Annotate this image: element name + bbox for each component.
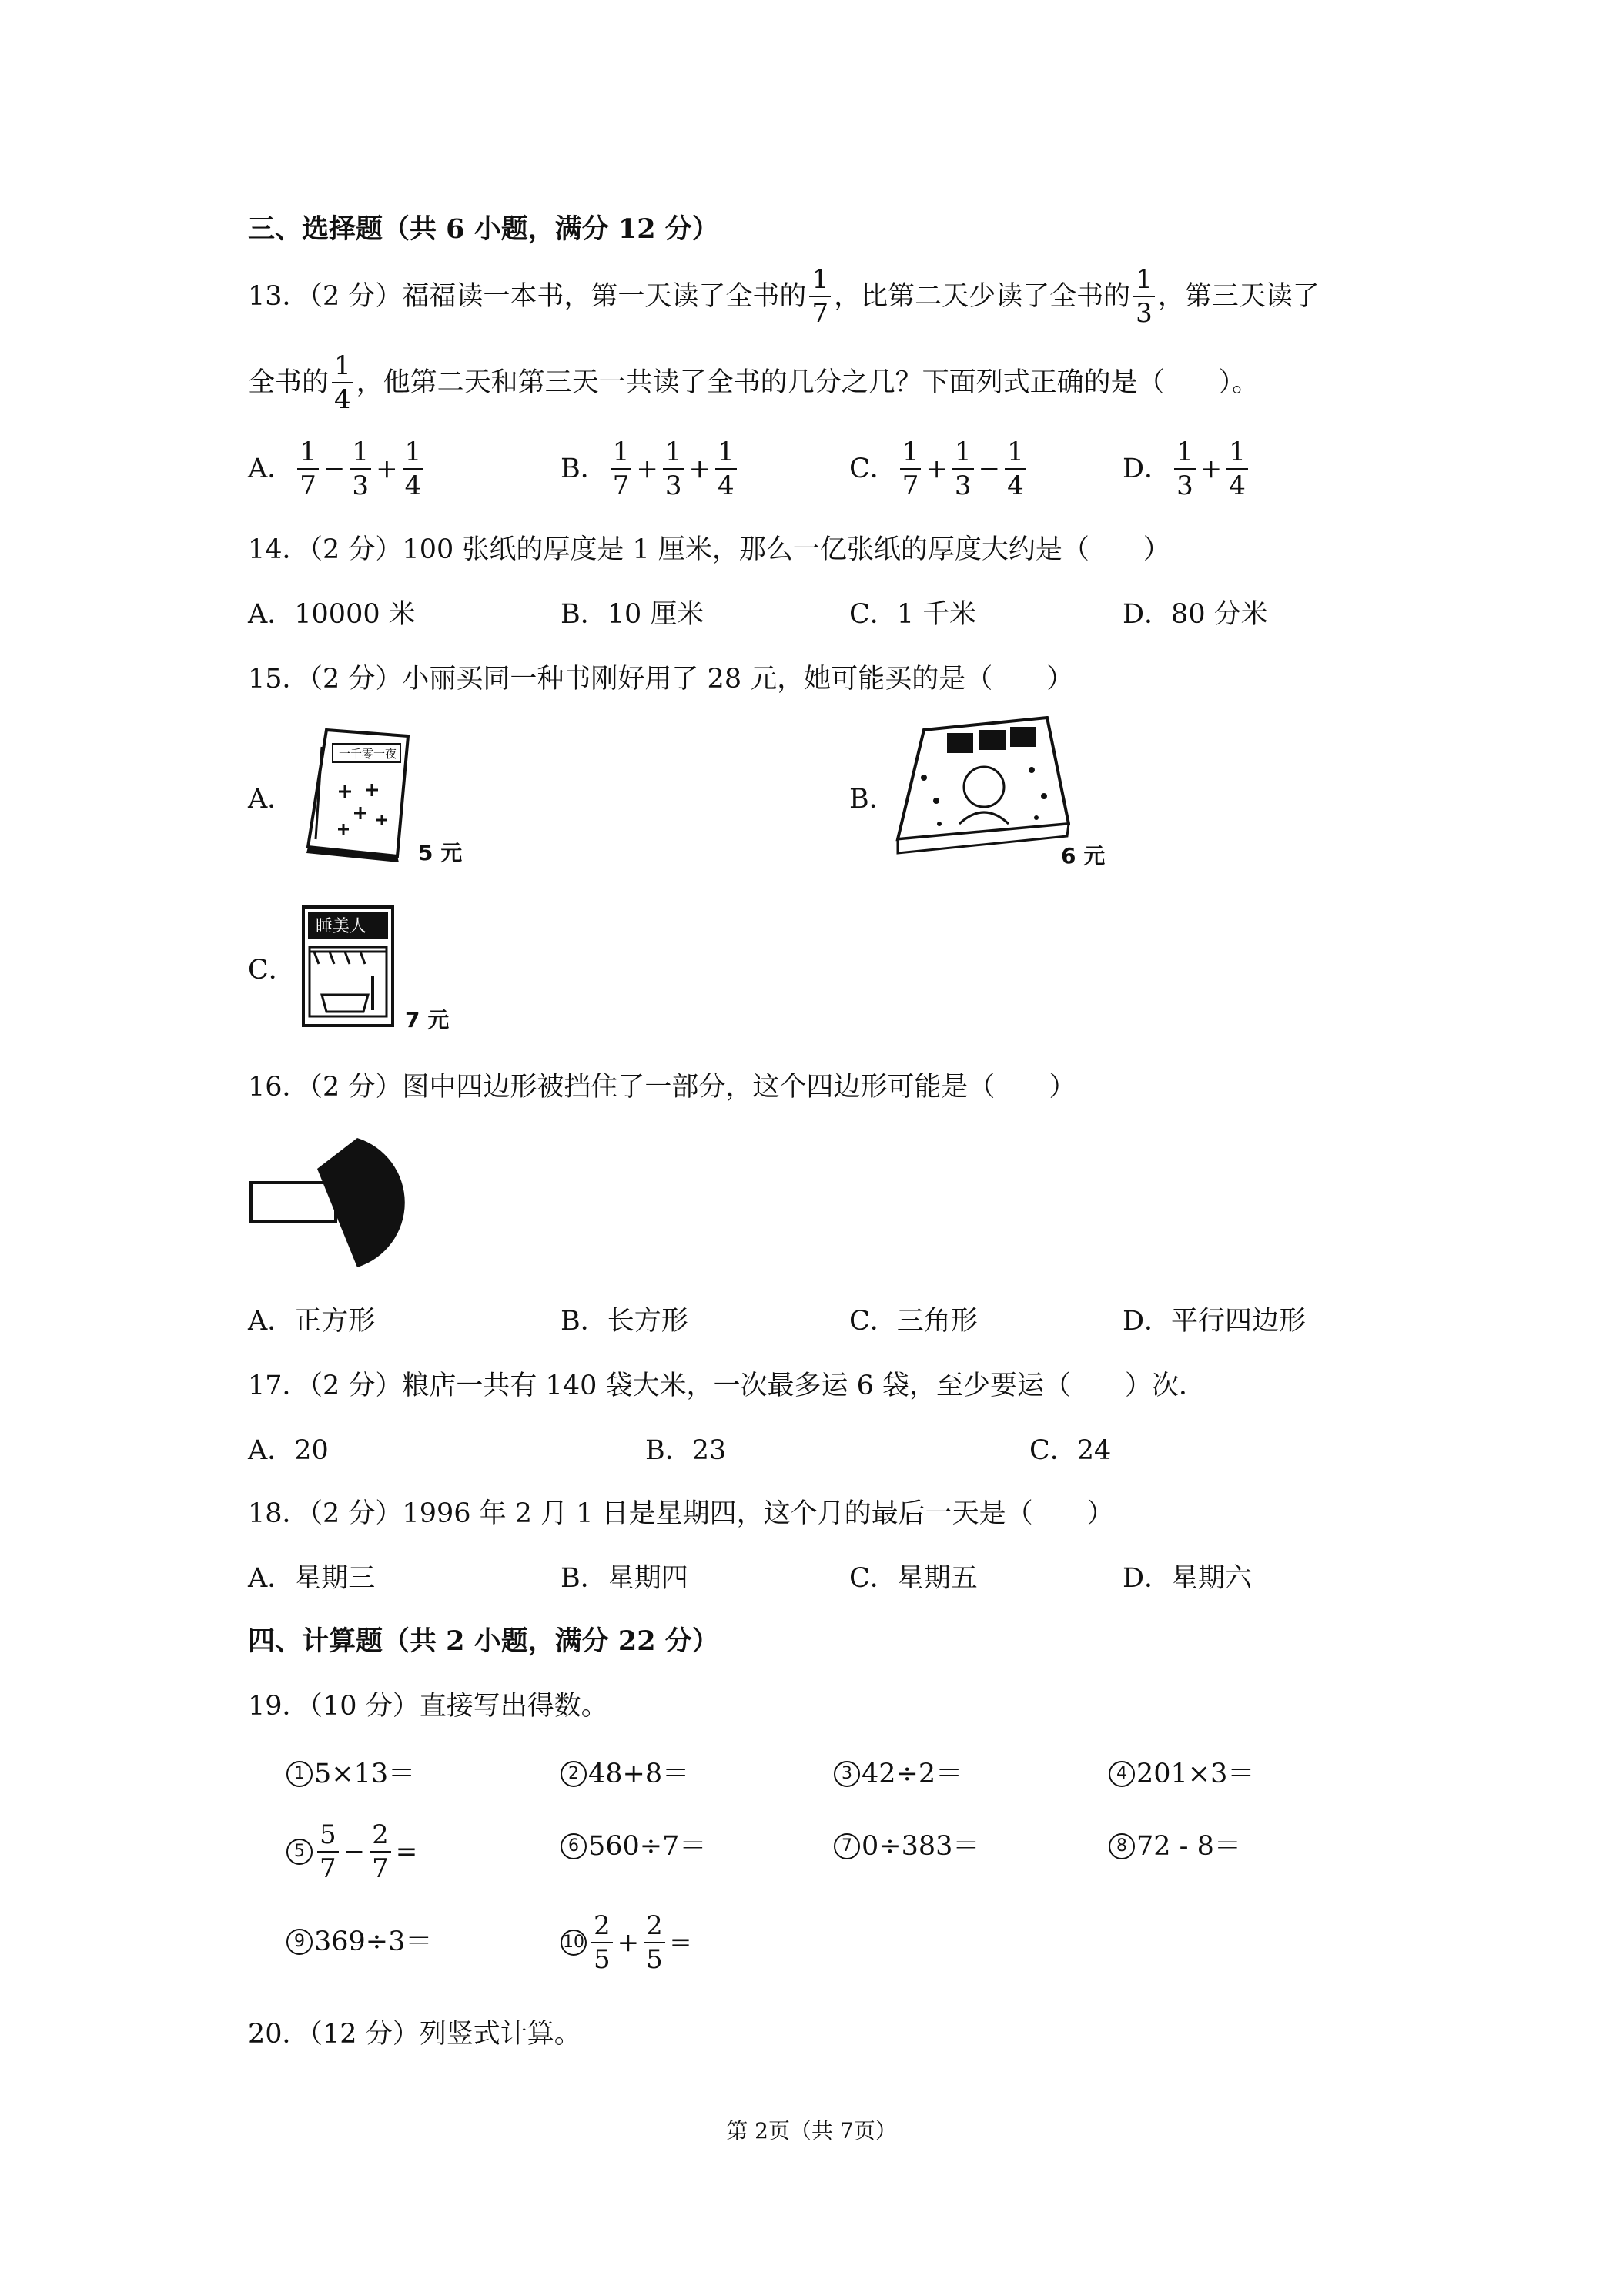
fraction: $\frac{1}{3}$ — [1133, 266, 1155, 326]
question-13-line-1 — [248, 264, 1320, 329]
option-d[interactable]: D． $\frac{1}{3}$ + $\frac{1}{4}$ — [1123, 439, 1251, 499]
question-text: ，他第二天和第三天一共读了全书的几分之几？下面列式正确的是（ ）。 — [356, 367, 1260, 398]
question-text: 全书的 — [248, 367, 330, 398]
book-a-image — [299, 724, 414, 862]
calc-item: 3 42÷2＝ — [834, 1757, 962, 1791]
option-c[interactable]: C．星期五 — [849, 1563, 978, 1594]
calc-item: 10 $\frac{2}{5}$ + $\frac{2}{5}$ = — [561, 1913, 693, 1973]
calc-item: 7 0÷383＝ — [834, 1829, 979, 1863]
option-d[interactable]: D．星期六 — [1123, 1563, 1253, 1594]
question-text: 13．（2 分）福福读一本书，第一天读了全书的 — [248, 281, 807, 312]
option-d[interactable]: D．80 分米 — [1123, 599, 1268, 630]
option-d[interactable]: D．平行四边形 — [1123, 1306, 1307, 1337]
calc-item: 1 5×13＝ — [286, 1757, 415, 1791]
option-b[interactable]: B．长方形 — [561, 1306, 688, 1337]
option-c[interactable]: C．三角形 — [849, 1306, 978, 1337]
option-a[interactable]: A．20 — [248, 1435, 329, 1466]
svg-text:一千零一夜: 一千零一夜 — [339, 747, 397, 761]
option-c[interactable]: C．1 千米 — [849, 599, 977, 630]
option-b[interactable]: B．星期四 — [561, 1563, 688, 1594]
option-a[interactable]: A． $\frac{1}{7}$ − $\frac{1}{3}$ + $\frac{1}{4}$ — [248, 439, 427, 499]
book-c-image — [299, 902, 399, 1030]
question-text: ，第三天读了 — [1157, 281, 1320, 312]
question-17: 17．（2 分）粮店一共有 140 袋大米，一次最多运 6 袋，至少要运（ ）次． — [248, 1371, 1206, 1401]
calc-item: 6 560÷7＝ — [561, 1829, 706, 1863]
question-13-line-2 — [248, 350, 1260, 415]
option-b[interactable]: B． — [849, 784, 896, 815]
option-b[interactable]: B．23 — [645, 1435, 727, 1466]
option-c[interactable]: C． $\frac{1}{7}$ + $\frac{1}{3}$ − $\frac{1}{4}$ — [849, 439, 1029, 499]
option-a[interactable]: A． — [248, 784, 295, 815]
question-15: 15．（2 分）小丽买同一种书刚好用了 28 元，她可能买的是（ ） — [248, 664, 1074, 694]
option-c[interactable]: C． — [248, 955, 296, 986]
question-16: 16．（2 分）图中四边形被挡住了一部分，这个四边形可能是（ ） — [248, 1072, 1076, 1103]
price-label: 5 元 — [418, 840, 463, 865]
fraction: $\frac{1}{4}$ — [332, 353, 353, 413]
question-20: 20．（12 分）列竖式计算。 — [248, 2019, 581, 2050]
calc-item: 4 201×3＝ — [1109, 1757, 1254, 1791]
book-b-image — [893, 716, 1070, 858]
page-footer: 第 2页（共 7页） — [726, 2118, 897, 2144]
calc-item: 5 $\frac{5}{7}$ − $\frac{2}{7}$ = — [286, 1822, 419, 1882]
option-a[interactable]: A．10000 米 — [248, 599, 416, 630]
svg-text:睡美人: 睡美人 — [316, 917, 367, 936]
section-title: 三、选择题（共 6 小题，满分 12 分） — [248, 213, 719, 245]
hidden-quadrilateral-figure — [248, 1135, 427, 1270]
price-label: 6 元 — [1061, 843, 1106, 869]
question-14: 14．（2 分）100 张纸的厚度是 1 厘米，那么一亿张纸的厚度大约是（ ） — [248, 534, 1170, 565]
question-text: ，比第二天少读了全书的 — [834, 281, 1131, 312]
option-b[interactable]: B．10 厘米 — [561, 599, 704, 630]
option-c[interactable]: C．24 — [1029, 1435, 1112, 1466]
option-a[interactable]: A．正方形 — [248, 1306, 376, 1337]
section-title: 四、计算题（共 2 小题，满分 22 分） — [248, 1625, 719, 1657]
calc-item: 8 72 - 8＝ — [1109, 1829, 1241, 1863]
price-label: 7 元 — [405, 1007, 450, 1033]
calc-item: 9 369÷3＝ — [286, 1925, 432, 1959]
question-18: 18．（2 分）1996 年 2 月 1 日是星期四，这个月的最后一天是（ ） — [248, 1498, 1114, 1529]
option-b[interactable]: B． $\frac{1}{7}$ + $\frac{1}{3}$ + $\frac{1}{4}$ — [561, 439, 740, 499]
calc-item: 2 48+8＝ — [561, 1757, 689, 1791]
fraction: $\frac{1}{7}$ — [809, 266, 831, 326]
option-a[interactable]: A．星期三 — [248, 1563, 376, 1594]
question-19: 19．（10 分）直接写出得数。 — [248, 1691, 608, 1722]
